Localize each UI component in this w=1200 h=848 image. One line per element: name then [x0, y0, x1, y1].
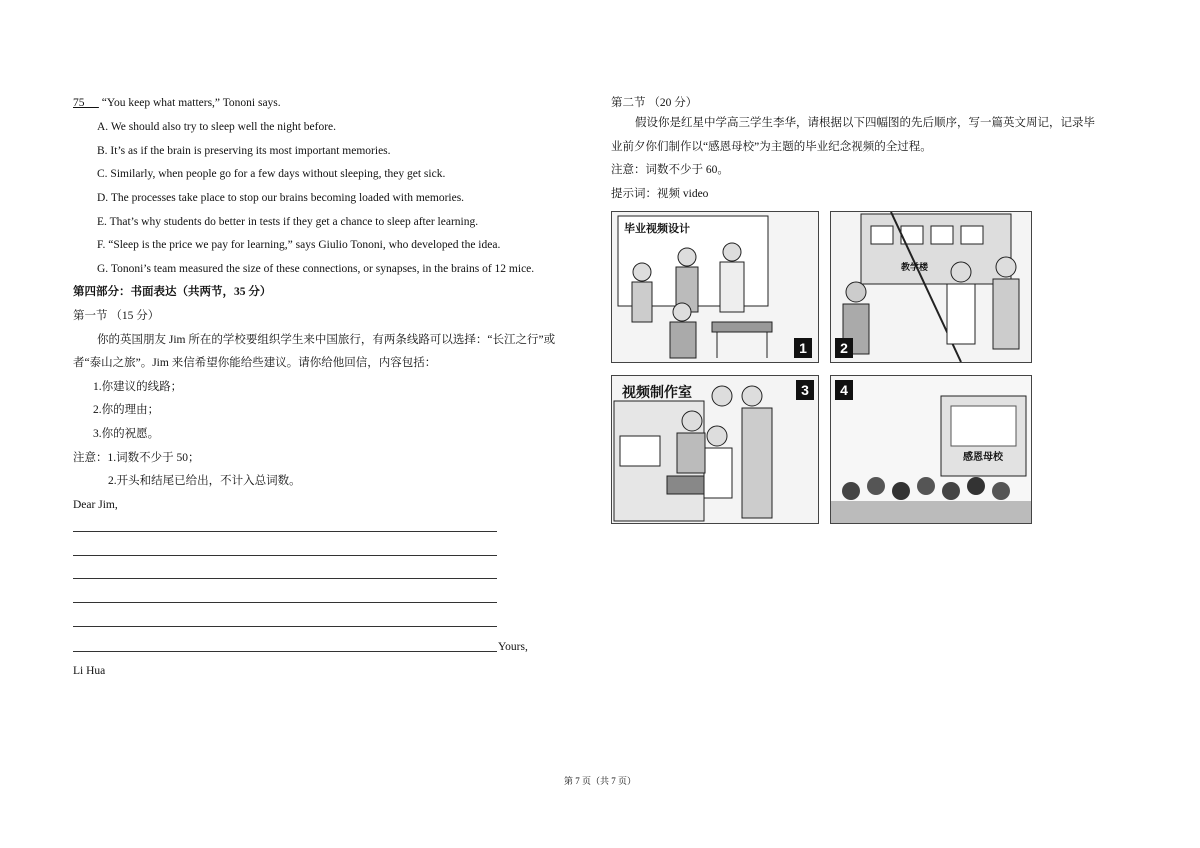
writing-line[interactable]: [73, 626, 497, 627]
panel-2-number: 2: [835, 338, 853, 358]
writing-line[interactable]: [73, 602, 497, 603]
section1-heading: 第一节 （15 分）: [73, 310, 160, 322]
part4-heading: 第四部分：书面表达（共两节，35 分）: [73, 286, 272, 298]
panel-4-sign: 感恩母校: [963, 452, 1003, 463]
section2-note: 注意：词数不少于 60。: [611, 164, 729, 176]
section1-paragraph-line1: 你的英国朋友 Jim 所在的学校要组织学生来中国旅行，有两条线路可以选择：“长江之行”或: [97, 334, 556, 346]
option-c: C. Similarly, when people go for a few days without sleeping, they get sick.: [97, 168, 446, 180]
section2-heading: 第二节 （20 分）: [611, 97, 698, 109]
letter-greeting: Dear Jim,: [73, 499, 118, 511]
point-3: 3.你的祝愿。: [93, 428, 160, 440]
panel-1-sign: 毕业视频设计: [624, 222, 690, 235]
page-footer: 第 7 页（共 7 页）: [563, 776, 636, 786]
panel-3-number: 3: [796, 380, 814, 400]
question-number: 75: [73, 97, 85, 109]
option-b: B. It’s as if the brain is preserving its most important memories.: [97, 145, 391, 157]
panel-3-sign: 视频制作室: [622, 385, 692, 401]
illustration-panel-3: [611, 375, 819, 524]
option-e: E. That’s why students do better in tests if they get a chance to sleep after learning.: [97, 216, 479, 228]
section2-paragraph-line1: 假设你是红星中学高三学生李华，请根据以下四幅图的先后顺序，写一篇英文周记，记录毕: [635, 117, 1095, 129]
option-g: G. Tononi’s team measured the size of these connections, or synapses, in the brains of 12 mice.: [97, 263, 535, 275]
writing-line[interactable]: [73, 651, 497, 652]
section1-paragraph-line2: 者“泰山之旅”。Jim 来信希望你能给些建议。请你给他回信，内容包括：: [73, 357, 437, 369]
letter-signature: Li Hua: [73, 665, 106, 677]
question-75: [73, 96, 281, 110]
note-1: 注意：1.词数不少于 50；: [73, 452, 200, 464]
illustration-panel-2: [830, 211, 1032, 363]
illustration-panel-1: [611, 211, 819, 363]
option-a: A. We should also try to sleep well the night before.: [97, 121, 337, 133]
illustration-panel-4: [830, 375, 1032, 524]
note-2: 2.开头和结尾已给出，不计入总词数。: [108, 475, 301, 487]
filming-scene-illustration: [831, 212, 1031, 362]
option-d: D. The processes take place to stop our brains becoming loaded with memories.: [97, 192, 465, 204]
question-text: “You keep what matters,” Tononi says.: [101, 97, 281, 109]
option-f: F. “Sleep is the price we pay for learning,” says Giulio Tononi, who developed the idea.: [97, 239, 501, 251]
point-2: 2.你的理由；: [93, 404, 160, 416]
section2-paragraph-line2: 业前夕你们制作以“感恩母校”为主题的毕业纪念视频的全过程。: [611, 141, 932, 153]
point-1: 1.你建议的线路；: [93, 381, 183, 393]
writing-line[interactable]: [73, 578, 497, 579]
letter-closing: Yours,: [498, 641, 528, 653]
writing-line[interactable]: [73, 531, 497, 532]
panel-4-number: 4: [835, 380, 853, 400]
writing-line[interactable]: [73, 555, 497, 556]
section2-hint: 提示词：视频 video: [611, 188, 709, 200]
panel-1-number: 1: [794, 338, 812, 358]
panel-2-sign: 教学楼: [901, 263, 929, 273]
